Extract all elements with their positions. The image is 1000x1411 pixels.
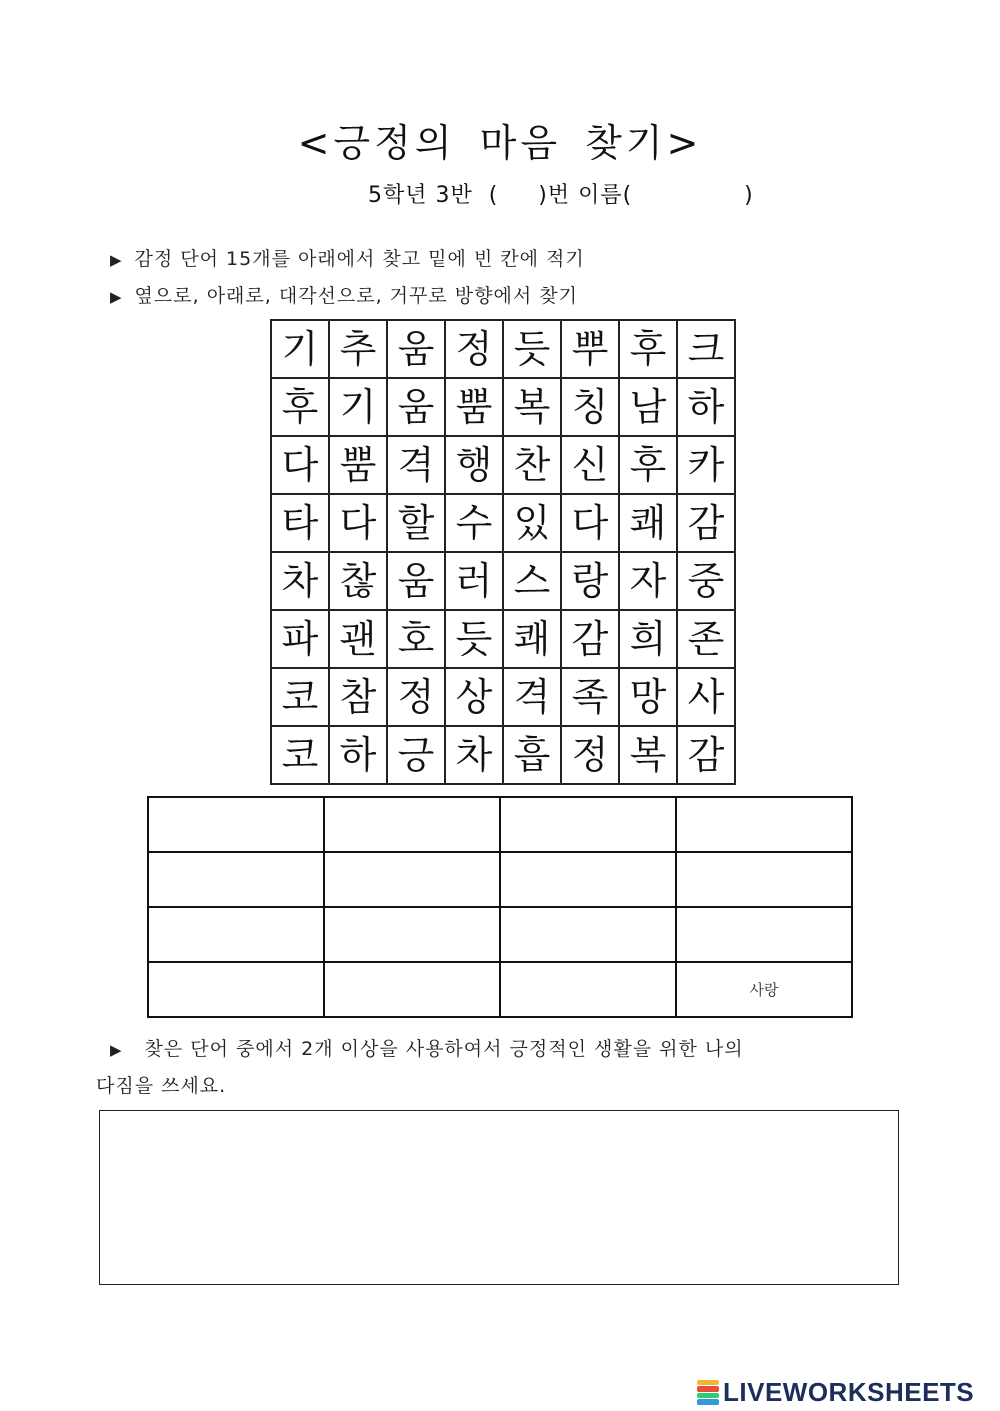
puzzle-cell[interactable]: 신 <box>561 436 619 494</box>
puzzle-cell[interactable]: 러 <box>445 552 503 610</box>
puzzle-cell[interactable]: 후 <box>271 378 329 436</box>
puzzle-cell[interactable]: 뿌 <box>561 320 619 378</box>
puzzle-cell[interactable]: 남 <box>619 378 677 436</box>
puzzle-cell[interactable]: 쾌 <box>503 610 561 668</box>
answer-cell[interactable] <box>324 907 500 962</box>
puzzle-cell[interactable]: 코 <box>271 668 329 726</box>
puzzle-cell[interactable]: 스 <box>503 552 561 610</box>
puzzle-row <box>271 726 735 784</box>
puzzle-cell[interactable]: 타 <box>271 494 329 552</box>
puzzle-cell[interactable]: 흡 <box>503 726 561 784</box>
puzzle-cell[interactable]: 기 <box>329 378 387 436</box>
puzzle-cell[interactable]: 자 <box>619 552 677 610</box>
puzzle-cell[interactable]: 차 <box>445 726 503 784</box>
puzzle-cell[interactable]: 랑 <box>561 552 619 610</box>
puzzle-row <box>271 378 735 436</box>
puzzle-cell[interactable]: 격 <box>387 436 445 494</box>
writing-instruction-line2: 다짐을 쓰세요. <box>96 1075 227 1097</box>
page-title: <긍정의 마음 찾기> <box>297 121 703 165</box>
answer-row <box>148 907 852 962</box>
logo-stripe <box>697 1399 719 1405</box>
triangle-bullet-icon: ▶ <box>110 288 123 306</box>
answer-cell[interactable] <box>148 962 324 1017</box>
puzzle-cell[interactable]: 기 <box>271 320 329 378</box>
answer-cell[interactable] <box>148 907 324 962</box>
puzzle-cell[interactable]: 쾌 <box>619 494 677 552</box>
puzzle-cell[interactable]: 긍 <box>387 726 445 784</box>
answer-cell[interactable] <box>324 852 500 907</box>
puzzle-cell[interactable]: 호 <box>387 610 445 668</box>
answer-row <box>148 797 852 852</box>
answer-cell[interactable] <box>324 797 500 852</box>
writing-answer-box[interactable] <box>99 1110 899 1285</box>
answer-row <box>148 852 852 907</box>
puzzle-cell[interactable]: 참 <box>329 668 387 726</box>
puzzle-cell[interactable]: 중 <box>677 552 735 610</box>
puzzle-row <box>271 610 735 668</box>
puzzle-cell[interactable]: 하 <box>329 726 387 784</box>
puzzle-cell[interactable]: 복 <box>503 378 561 436</box>
puzzle-cell[interactable]: 감 <box>677 494 735 552</box>
puzzle-cell[interactable]: 후 <box>619 320 677 378</box>
puzzle-cell[interactable]: 행 <box>445 436 503 494</box>
triangle-bullet-icon: ▶ <box>110 1041 123 1059</box>
writing-instruction <box>110 1034 744 1061</box>
answer-cell[interactable] <box>148 852 324 907</box>
puzzle-cell[interactable]: 감 <box>677 726 735 784</box>
triangle-bullet-icon: ▶ <box>110 251 123 269</box>
puzzle-cell[interactable]: 정 <box>445 320 503 378</box>
logo-stripe <box>697 1386 719 1392</box>
puzzle-cell[interactable]: 격 <box>503 668 561 726</box>
answer-table <box>147 796 853 1018</box>
puzzle-cell[interactable]: 망 <box>619 668 677 726</box>
answer-cell[interactable] <box>500 852 676 907</box>
puzzle-cell[interactable]: 차 <box>271 552 329 610</box>
instruction-2 <box>110 281 578 308</box>
puzzle-cell[interactable]: 움 <box>387 552 445 610</box>
answer-cell[interactable] <box>676 907 852 962</box>
puzzle-cell[interactable]: 하 <box>677 378 735 436</box>
puzzle-cell[interactable]: 존 <box>677 610 735 668</box>
puzzle-cell[interactable]: 후 <box>619 436 677 494</box>
puzzle-cell[interactable]: 뿜 <box>445 378 503 436</box>
puzzle-cell[interactable]: 듯 <box>445 610 503 668</box>
answer-cell[interactable] <box>500 797 676 852</box>
instruction-2-text: 옆으로, 아래로, 대각선으로, 거꾸로 방향에서 찾기 <box>134 285 578 307</box>
logo-stripe <box>697 1393 719 1399</box>
puzzle-row <box>271 552 735 610</box>
puzzle-cell[interactable]: 다 <box>271 436 329 494</box>
puzzle-cell[interactable]: 추 <box>329 320 387 378</box>
puzzle-cell[interactable]: 움 <box>387 320 445 378</box>
puzzle-cell[interactable]: 괜 <box>329 610 387 668</box>
word-search-grid <box>270 319 736 785</box>
student-info-line: 5학년 3반 ( )번 이름( ) <box>368 183 754 208</box>
puzzle-cell[interactable]: 크 <box>677 320 735 378</box>
puzzle-cell[interactable]: 찬 <box>503 436 561 494</box>
puzzle-cell[interactable]: 복 <box>619 726 677 784</box>
answer-cell[interactable] <box>500 962 676 1017</box>
instruction-1 <box>110 244 585 271</box>
puzzle-row <box>271 494 735 552</box>
writing-instruction-line1: 찾은 단어 중에서 2개 이상을 사용하여서 긍정적인 생활을 위한 나의 <box>144 1038 744 1060</box>
puzzle-cell[interactable]: 정 <box>387 668 445 726</box>
liveworksheets-logo <box>697 1377 974 1407</box>
answer-cell[interactable] <box>676 852 852 907</box>
puzzle-cell[interactable]: 다 <box>561 494 619 552</box>
puzzle-cell[interactable]: 족 <box>561 668 619 726</box>
liveworksheets-logo-text: LIVEWORKSHEETS <box>723 1376 975 1407</box>
puzzle-cell[interactable]: 파 <box>271 610 329 668</box>
puzzle-cell[interactable]: 다 <box>329 494 387 552</box>
puzzle-row <box>271 436 735 494</box>
puzzle-cell[interactable]: 수 <box>445 494 503 552</box>
puzzle-cell[interactable]: 코 <box>271 726 329 784</box>
puzzle-cell[interactable]: 듯 <box>503 320 561 378</box>
puzzle-cell[interactable]: 뿜 <box>329 436 387 494</box>
puzzle-row <box>271 668 735 726</box>
puzzle-cell[interactable]: 희 <box>619 610 677 668</box>
puzzle-cell[interactable]: 상 <box>445 668 503 726</box>
puzzle-cell[interactable]: 움 <box>387 378 445 436</box>
instruction-1-text: 감정 단어 15개를 아래에서 찾고 밑에 빈 칸에 적기 <box>134 248 585 270</box>
logo-stripe <box>697 1380 719 1386</box>
puzzle-cell[interactable]: 카 <box>677 436 735 494</box>
puzzle-cell[interactable]: 감 <box>561 610 619 668</box>
answer-row <box>148 962 852 1017</box>
answer-cell[interactable] <box>676 797 852 852</box>
puzzle-cell[interactable]: 찮 <box>329 552 387 610</box>
answer-cell[interactable]: 사랑 <box>676 962 852 1017</box>
answer-cell[interactable] <box>148 797 324 852</box>
puzzle-cell[interactable]: 있 <box>503 494 561 552</box>
liveworksheets-logo-icon <box>697 1379 719 1405</box>
answer-cell[interactable] <box>500 907 676 962</box>
puzzle-cell[interactable]: 정 <box>561 726 619 784</box>
puzzle-row <box>271 320 735 378</box>
puzzle-cell[interactable]: 할 <box>387 494 445 552</box>
answer-cell[interactable] <box>324 962 500 1017</box>
puzzle-cell[interactable]: 칭 <box>561 378 619 436</box>
puzzle-cell[interactable]: 사 <box>677 668 735 726</box>
